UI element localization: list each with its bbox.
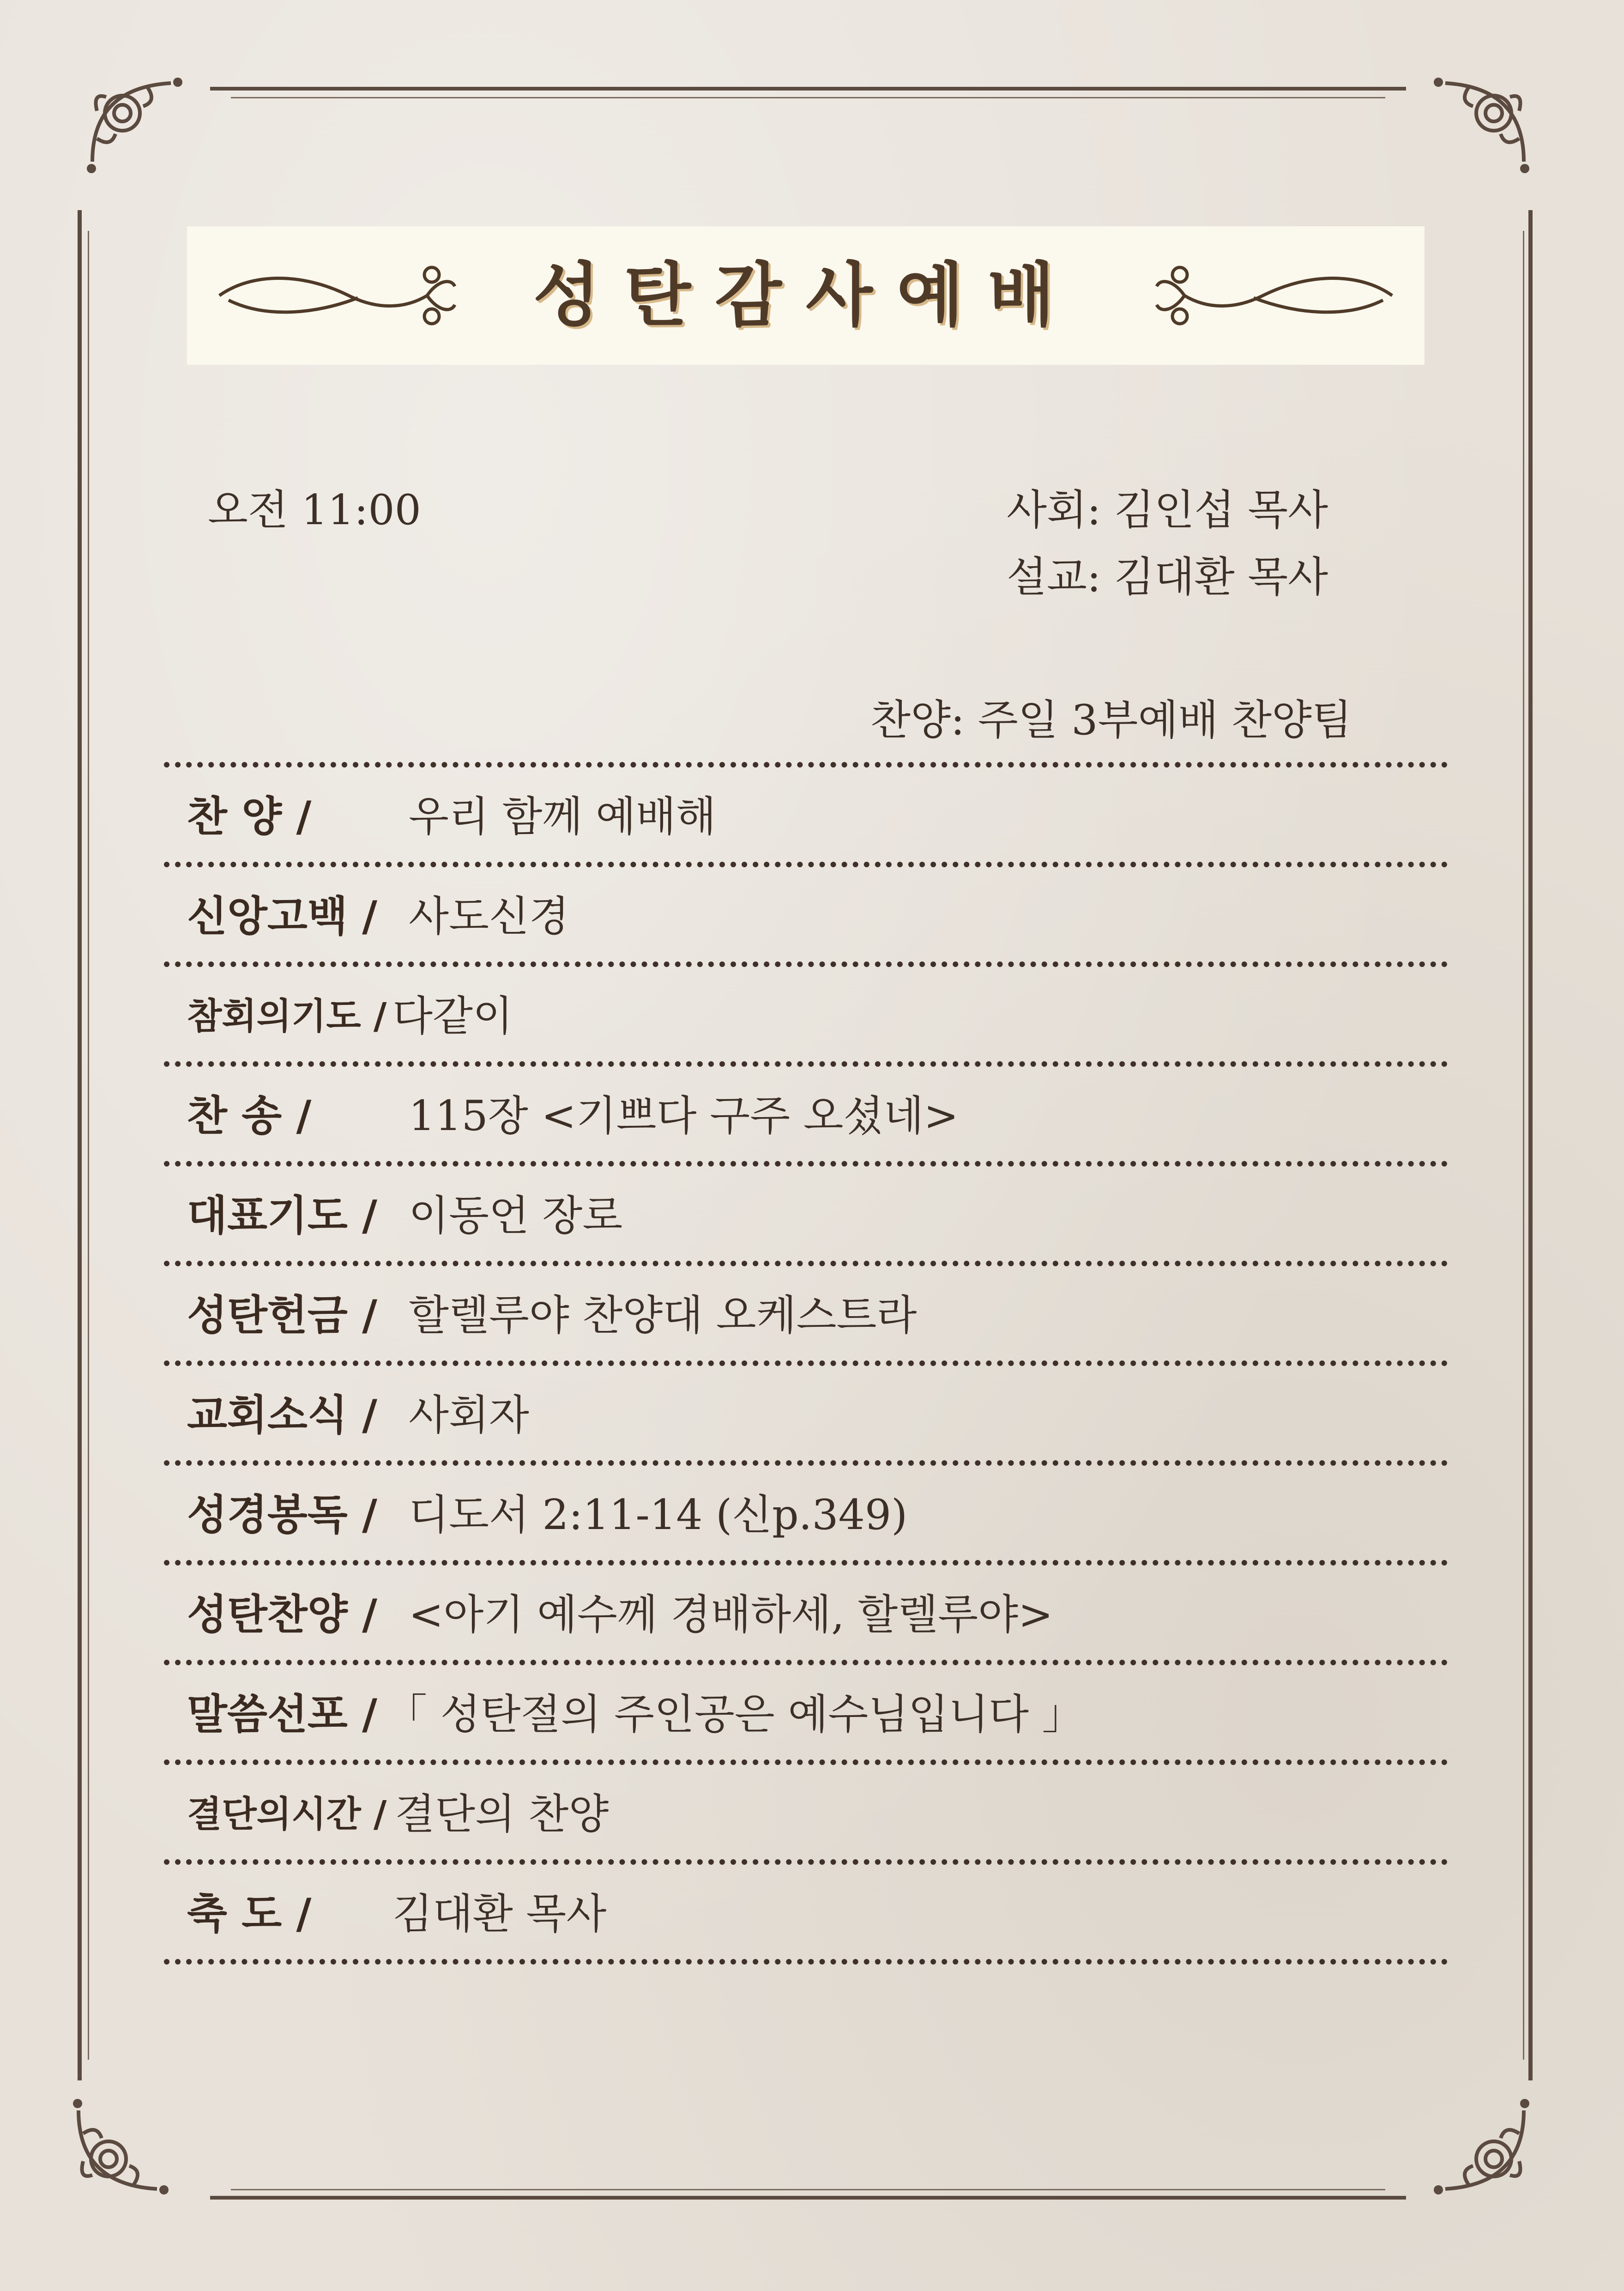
program-item <box>164 973 1448 1061</box>
praise-info: 찬양: 주일 3부예배 찬양팀 <box>870 696 1352 744</box>
program-content: 다같이 <box>392 992 513 1040</box>
program-label: 찬 양 / <box>187 792 312 841</box>
program-label: 교회소식 / <box>187 1391 377 1439</box>
program-list <box>164 762 1448 1970</box>
program-label: 결단의시간 / <box>187 1794 387 1835</box>
program-content: 사도신경 <box>409 892 569 941</box>
divider <box>164 762 1448 773</box>
program-label: 성탄헌금 / <box>187 1291 377 1340</box>
divider <box>164 1560 1448 1571</box>
frame-left-line <box>78 210 82 2080</box>
sermon-info: 설교: 김대환 목사 <box>1007 553 1328 601</box>
program-item <box>164 1571 1448 1660</box>
program-label: 성탄찬양 / <box>187 1590 377 1639</box>
divider <box>164 1959 1448 1970</box>
corner-ornament-bottom-right <box>1427 2092 1538 2203</box>
divider <box>164 1360 1448 1372</box>
program-label: 성경봉독 / <box>187 1491 377 1539</box>
divider <box>164 1061 1448 1072</box>
frame-top-line <box>210 87 1406 91</box>
program-item <box>164 1771 1448 1859</box>
frame-left-line-inner <box>88 231 89 2060</box>
program-label: 신앙고백 / <box>187 892 377 941</box>
program-label: 찬 송 / <box>187 1092 312 1140</box>
corner-ornament-bottom-left <box>65 2092 175 2203</box>
program-content: 이동언 장로 <box>409 1191 623 1240</box>
divider <box>164 961 1448 973</box>
divider <box>164 862 1448 873</box>
program-label: 참회의기도 / <box>187 996 387 1037</box>
program-item <box>164 873 1448 961</box>
divider <box>164 1759 1448 1771</box>
program-content: 사회자 <box>409 1391 529 1439</box>
program-item <box>164 1172 1448 1261</box>
frame-top-line-inner <box>231 97 1385 98</box>
service-time: 오전 11:00 <box>208 486 421 534</box>
frame-bottom-line <box>210 2196 1406 2200</box>
program-content: <아기 예수께 경배하세, 할렐루야> <box>409 1590 1053 1639</box>
divider <box>164 1460 1448 1471</box>
program-content: 할렐루야 찬양대 오케스트라 <box>409 1291 917 1340</box>
program-content: 김대환 목사 <box>392 1890 607 1938</box>
page-title: 성탄감사예배 <box>533 255 1079 336</box>
program-item <box>164 1471 1448 1560</box>
program-label: 축 도 / <box>187 1890 312 1938</box>
frame-right-line <box>1528 210 1533 2080</box>
program-label: 말씀선포 / <box>187 1690 377 1739</box>
program-content: 결단의 찬양 <box>395 1790 609 1838</box>
program-item <box>164 1072 1448 1161</box>
corner-ornament-top-left <box>78 69 189 180</box>
divider <box>164 1261 1448 1272</box>
frame-bottom-line-inner <box>231 2189 1385 2190</box>
divider <box>164 1859 1448 1870</box>
program-item <box>164 1372 1448 1460</box>
program-item <box>164 1870 1448 1959</box>
program-content: 115장 <기쁘다 구주 오셨네> <box>409 1092 959 1140</box>
swirl-ornament-right <box>1143 254 1401 337</box>
frame-right-line-inner <box>1523 231 1524 2060</box>
host-info: 사회: 김인섭 목사 <box>1007 486 1328 534</box>
program-content: 디도서 2:11-14 (신p.349) <box>409 1491 908 1539</box>
divider <box>164 1161 1448 1172</box>
corner-ornament-top-right <box>1427 69 1538 180</box>
program-content: 우리 함께 예배해 <box>409 792 716 841</box>
divider <box>164 1660 1448 1671</box>
program-item <box>164 773 1448 862</box>
title-banner <box>187 226 1425 365</box>
program-label: 대표기도 / <box>187 1191 377 1240</box>
program-content: 「 성탄절의 주인공은 예수님입니다 」 <box>386 1690 1084 1739</box>
program-item <box>164 1671 1448 1759</box>
program-item <box>164 1272 1448 1360</box>
